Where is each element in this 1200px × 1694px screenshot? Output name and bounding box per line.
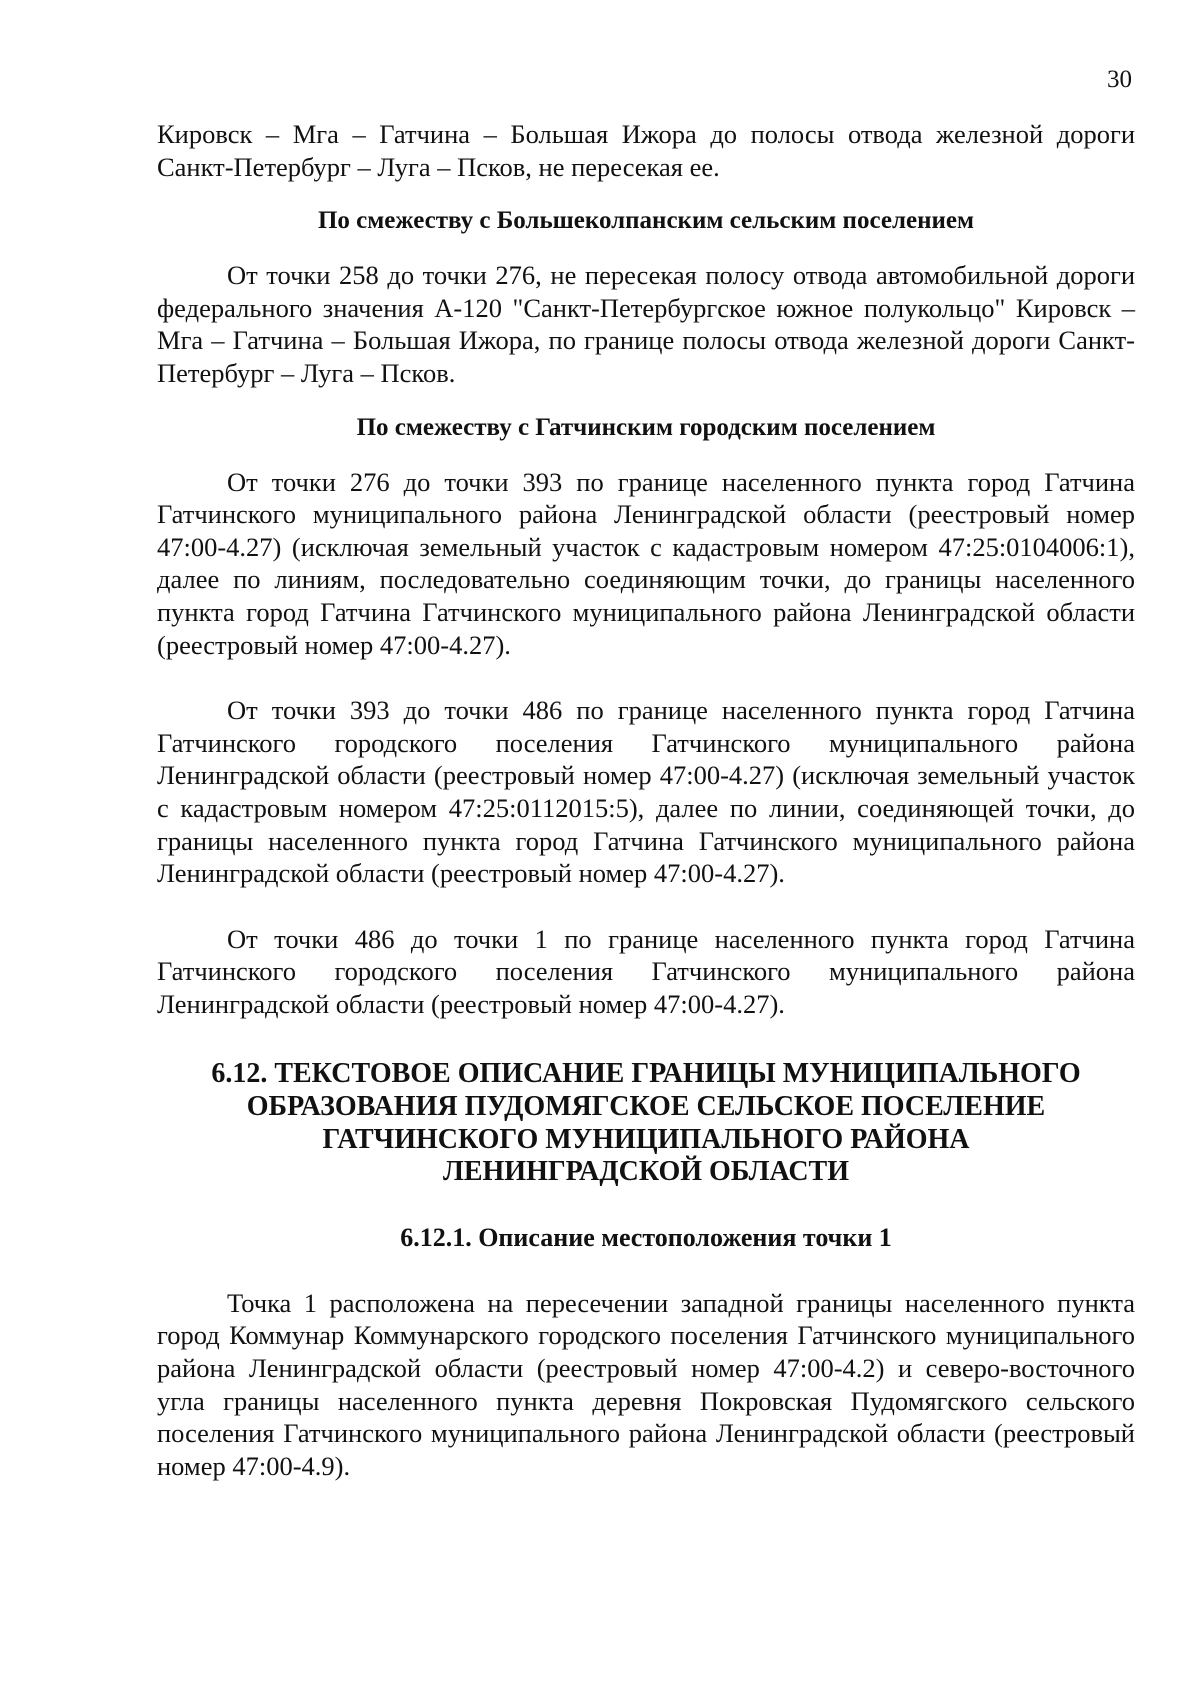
section-title: [157, 1058, 1135, 1188]
heading-bolshekolpanskoe: По смежеству с Большеколпанским сельским поселением: [317, 207, 975, 235]
paragraph-393-486: От точки 393 до точки 486 по границе населенного пункта город Гатчина Гатчинского городского поселения Гатчинского муниципального района Ленинградской области (реестровый номер 47:00-4.27) (исключая земельный участок с кадастровым номером 47:25:0112015:5), далее по линии, соединяющей точки, до границы населенного пункта город Гатчина Гатчинского муниципального района Ленинградской области (реестровый номер 47:00-4.27).: [157, 695, 1135, 889]
heading-gatchinskoe: По смежеству с Гатчинским городским поселением: [356, 413, 936, 441]
section-title-line: ГАТЧИНСКОГО МУНИЦИПАЛЬНОГО РАЙОНА: [322, 1123, 970, 1155]
paragraph-point-1: Точка 1 расположена на пересечении западной границы населенного пункта город Коммунар Коммунарского городского поселения Гатчинского муниципального района Ленинградской области (реестровый номер 47:00-4.2) и северо-восточного угла границы населенного пункта деревня Покровская Пудомягского сельского поселения Гатчинского муниципального района Ленинградской области (реестровый номер 47:00-4.9).: [157, 1287, 1135, 1481]
paragraph-continuation: Кировск – Мга – Гатчина – Большая Ижора до полосы отвода железной дороги Санкт-Петербург – Луга – Псков, не пересекая ее.: [157, 119, 1135, 182]
paragraph-276-393: От точки 276 до точки 393 по границе населенного пункта город Гатчина Гатчинского муниципального района Ленинградской области (реестровый номер 47:00-4.27) (исключая земельный участок с кадастровым номером 47:25:0104006:1), далее по линиям, последовательно соединяющим точки, до границы населенного пункта город Гатчина Гатчинского муниципального района Ленинградской области (реестровый номер 47:00-4.27).: [157, 466, 1135, 660]
section-title-line: ОБРАЗОВАНИЯ ПУДОМЯГСКОЕ СЕЛЬСКОЕ ПОСЕЛЕНИЕ: [246, 1091, 1046, 1123]
subsection-title: 6.12.1. Описание местоположения точки 1: [400, 1222, 892, 1252]
page-content: [157, 118, 1135, 1482]
section-title-line: 6.12. ТЕКСТОВОЕ ОПИСАНИЕ ГРАНИЦЫ МУНИЦИПАЛЬНОГО: [211, 1058, 1081, 1090]
page-number: 30: [1107, 66, 1132, 93]
section-title-line: ЛЕНИНГРАДСКОЙ ОБЛАСТИ: [442, 1156, 850, 1188]
paragraph-258-276: От точки 258 до точки 276, не пересекая полосу отвода автомобильной дороги федерального значения А-120 "Санкт-Петербургское южное полукольцо" Кировск – Мга – Гатчина – Большая Ижора, по границе полосы отвода железной дороги Санкт-Петербург – Луга – Псков.: [157, 260, 1135, 388]
paragraph-486-1: От точки 486 до точки 1 по границе населенного пункта город Гатчина Гатчинского городского поселения Гатчинского муниципального района Ленинградской области (реестровый номер 47:00-4.27).: [157, 923, 1135, 1019]
